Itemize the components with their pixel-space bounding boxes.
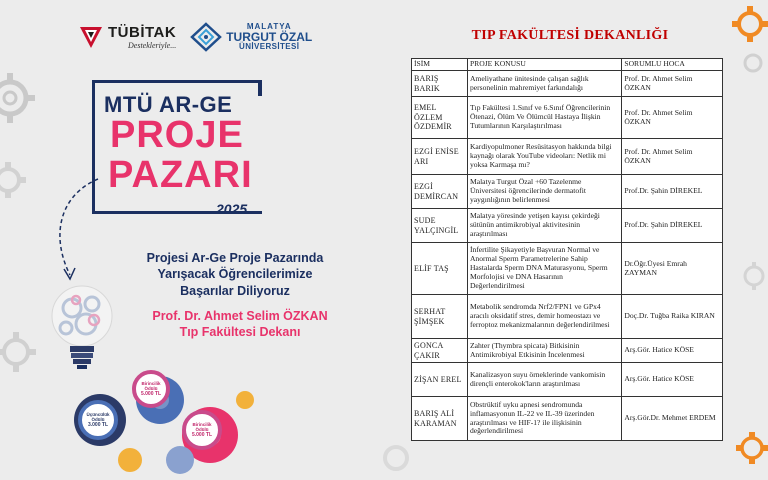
table-row <box>412 339 723 363</box>
congrats-line-3: Başarılar Diliyoruz <box>180 283 290 298</box>
gear-icon <box>734 430 768 466</box>
poster-title-line-3: PAZARI <box>108 154 253 196</box>
advisor-name: Arş.Gör. Hatice KÖSE <box>622 339 723 363</box>
logo-bar <box>78 22 312 52</box>
advisor-name: Prof. Dr. Ahmet Selim ÖZKAN <box>622 71 723 97</box>
student-name: SUDE YALÇINGİL <box>412 209 468 243</box>
poster-panel <box>0 0 380 480</box>
tubitak-name: TÜBİTAK <box>108 24 177 41</box>
poster-title-line-2: PROJE <box>110 114 244 156</box>
advisor-name: Prof. Dr. Ahmet Selim ÖZKAN <box>622 139 723 175</box>
table-row <box>412 97 723 139</box>
congrats-message <box>100 250 370 299</box>
gear-icon <box>0 70 38 126</box>
student-name: BARIŞ BARIK <box>412 71 468 97</box>
project-topic: Metabolik sendromda Nrf2/FPN1 ve GPx4 aracılı oksidatif stres, demir homeostazı ve ferroptoz mekanizmalarının değerlendirilmesi <box>467 295 621 339</box>
table-row <box>412 295 723 339</box>
header-topic: PROJE KONUSU <box>467 59 621 71</box>
signer-title: Tıp Fakültesi Dekanı <box>179 325 301 340</box>
award-rank: Üçüncülük Ödülü <box>86 411 110 422</box>
advisor-name: Dr.Öğr.Üyesi Emrah ZAYMAN <box>622 243 723 295</box>
project-topic: Obstrüktif uyku apnesi sendromunda inflamasyonun IL-22 ve IL-39 üzerinden araştırılması ve HIF-1? ile ilişkisinin değerlendirilmesi <box>467 397 621 441</box>
advisor-name: Doç.Dr. Tuğba Raika KIRAN <box>622 295 723 339</box>
mtu-logo-icon <box>190 22 222 52</box>
award-amount: 5.000 TL <box>140 391 161 398</box>
gear-icon <box>738 48 768 78</box>
advisor-name: Arş.Gör.Dr. Mehmet ERDEM <box>622 397 723 441</box>
table-row <box>412 209 723 243</box>
project-topic: Ameliyathane ünitesinde çalışan sağlık personelinin mahremiyet farkındalığı <box>467 71 621 97</box>
mtu-line-2: TURGUT ÖZAL <box>226 30 313 44</box>
table-row <box>412 243 723 295</box>
student-name: EMEL ÖZLEM ÖZDEMİR <box>412 97 468 139</box>
signature-block <box>120 308 360 341</box>
gear-icon <box>376 438 416 478</box>
award-rank: Birincilik Ödülü <box>141 380 161 391</box>
tubitak-logo <box>78 24 176 50</box>
table-row <box>412 397 723 441</box>
project-topic: Kardiyopulmoner Resüsitasyon hakkında bilgi kaynağı olarak YouTube videoları: Netlik mi yoksa Karmaşa mı? <box>467 139 621 175</box>
award-amount: 5.000 TL <box>191 432 212 439</box>
mtu-line-1: MALATYA <box>246 22 292 31</box>
congrats-line-2: Yarışacak Öğrencilerimize <box>157 267 313 282</box>
table-row <box>412 139 723 175</box>
poster-title-line-1: MTÜ AR-GE <box>104 92 233 117</box>
mtu-logo <box>190 22 312 52</box>
advisor-name: Prof.Dr. Şahin DİREKEL <box>622 175 723 209</box>
gear-icon <box>730 4 768 44</box>
table-row <box>412 363 723 397</box>
advisor-name: Prof.Dr. Şahin DİREKEL <box>622 209 723 243</box>
student-name: EZGİ DEMİRCAN <box>412 175 468 209</box>
project-topic: İnfertilite Şikayetiyle Başvuran Normal ve Anormal Sperm Parametrelerine Sahip Hastalarda Sperm DNA Maturasyonu, Sperm Morfolojisi ve DNA Hasarının Değerlendirilmesi <box>467 243 621 295</box>
student-name: GONCA ÇAKIR <box>412 339 468 363</box>
award-gears <box>70 360 260 480</box>
award-badge <box>78 400 118 440</box>
student-name: ZİŞAN EREL <box>412 363 468 397</box>
tubitak-subtitle: Destekleriyle... <box>128 41 177 50</box>
project-topic: Malatya Turgut Özal +60 Tazelenme Üniversitesi öğrencilerinde dermatofit yaygınlığının belirlenmesi <box>467 175 621 209</box>
award-badge <box>182 410 222 450</box>
table-row <box>412 71 723 97</box>
signer-name: Prof. Dr. Ahmet Selim ÖZKAN <box>152 309 328 323</box>
table-title: TIP FAKÜLTESİ DEKANLIĞI <box>471 28 669 43</box>
congrats-line-1: Projesi Ar-Ge Proje Pazarında <box>146 251 324 265</box>
student-name: EZGİ ENİSE ARI <box>412 139 468 175</box>
poster-year: 2025 <box>216 201 248 217</box>
mtu-line-3: ÜNİVERSİTESİ <box>239 42 300 51</box>
gear-icon <box>0 160 28 200</box>
project-topic: Malatya yöresinde yetişen kayısı çekirdeği sütünün antimikrobiyal aktivitesinin araştırılması <box>467 209 621 243</box>
header-advisor: SORUMLU HOCA <box>622 59 723 71</box>
table-row <box>412 175 723 209</box>
project-topic: Kanalizasyon suyu örneklerinde vankomisin dirençli enterokok'ların araştırılması <box>467 363 621 397</box>
advisor-name: Arş.Gör. Hatice KÖSE <box>622 363 723 397</box>
award-badge <box>132 370 170 408</box>
student-name: ELİF TAŞ <box>412 243 468 295</box>
table-header-row <box>412 59 723 71</box>
gear-icon <box>0 330 38 374</box>
award-rank: Birincilik Ödülü <box>192 421 212 432</box>
tubitak-logo-icon <box>78 24 104 50</box>
gear-icon <box>738 260 768 292</box>
student-name: SERHAT ŞİMŞEK <box>412 295 468 339</box>
student-name: BARIŞ ALİ KARAMAN <box>412 397 468 441</box>
frame-accent <box>258 80 262 96</box>
project-topic: Zahter (Thymbra spicata) Bitkisinin Antimikrobiyal Etkisinin İncelenmesi <box>467 339 621 363</box>
header-name: İSİM <box>412 59 468 71</box>
projects-table <box>411 58 723 441</box>
award-amount: 3.000 TL <box>87 422 108 429</box>
advisor-name: Prof. Dr. Ahmet Selim ÖZKAN <box>622 97 723 139</box>
project-topic: Tıp Fakültesi 1.Sınıf ve 6.Sınıf Öğrencilerinin Ötenazi, Ölüm Ve Ölümcül Hastaya İlişkin Tutumlarının Karşılaştırılması <box>467 97 621 139</box>
